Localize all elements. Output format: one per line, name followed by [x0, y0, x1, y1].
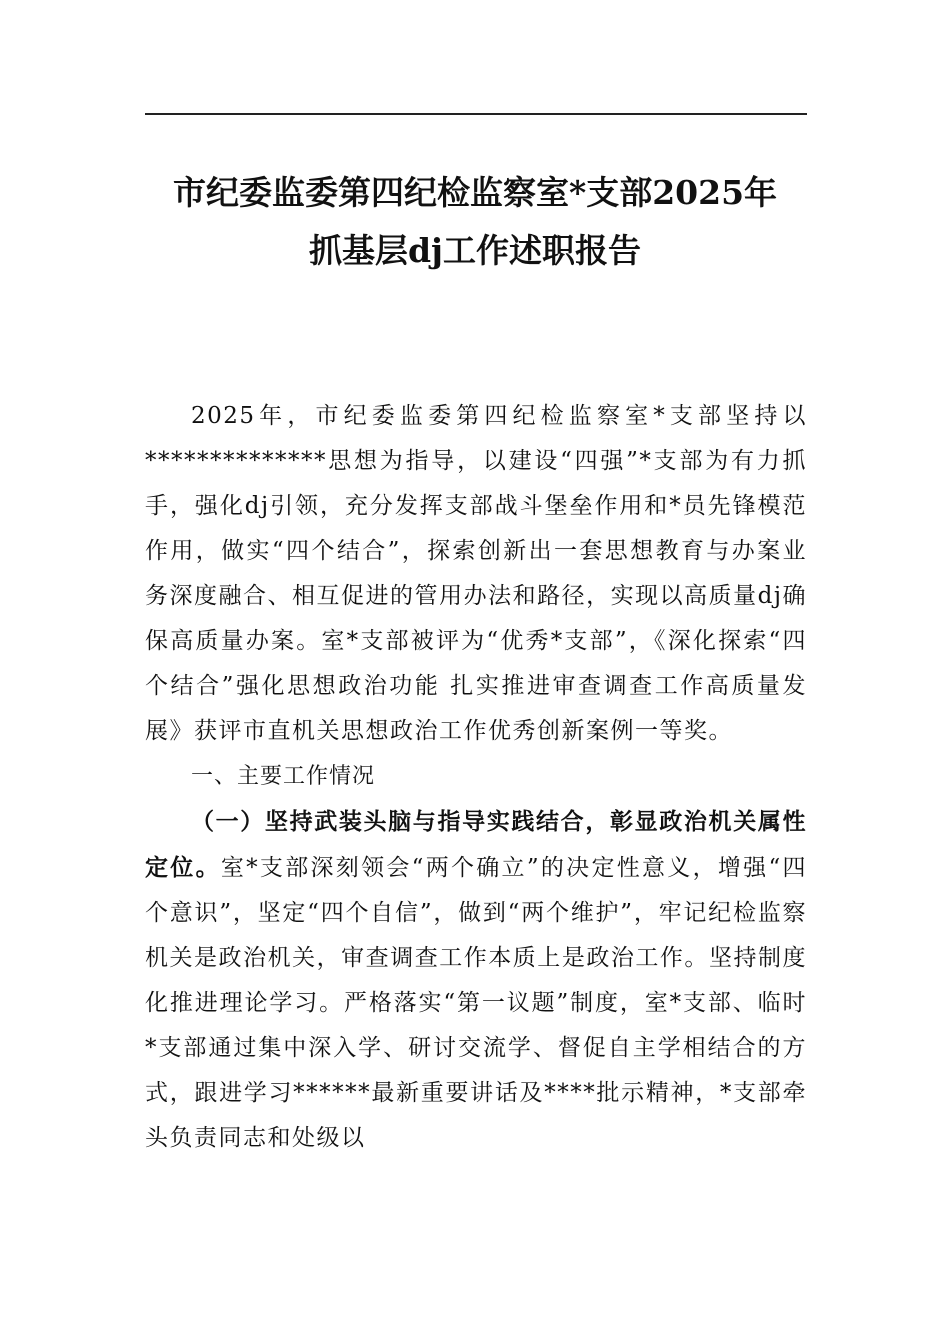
document-body — [145, 394, 807, 1161]
title-line-2: 抓基层dj工作述职报告 — [308, 231, 641, 270]
title-line-1: 市纪委监委第四纪检监察室*支部2025年 — [172, 173, 778, 212]
document-title — [120, 164, 830, 280]
subsection-1-paragraph — [145, 799, 807, 1161]
subsection-1-body: 室*支部深刻领会“两个确立”的决定性意义，增强“四个意识”，坚定“四个自信”，做到“两个维护”，牢记纪检监察机关是政治机关，审查调查工作本质上是政治工作。坚持制度化推进理论学习。严格落实“第一议题”制度，室*支部、临时*支部通过集中深入学、研讨交流学、督促自主学相结合的方式，跟进学习******最新重要讲话及****批示精神，*支部牵头负责同志和处级以 — [145, 855, 807, 1151]
section-heading-1: 一、主要工作情况 — [191, 764, 376, 789]
subsection-1-lead: （一）坚持武装头脑与指导实践结合，彰显政治机关属性定位。 — [145, 808, 807, 881]
intro-paragraph: 2025年，市纪委监委第四纪检监察室*支部坚持以**************思想为指导，以建设“四强”*支部为有力抓手，强化dj引领，充分发挥支部战斗堡垒作用和*员先锋模范作用，做实“四个结合”，探索创新出一套思想教育与办案业务深度融合、相互促进的管用办法和路径，实现以高质量dj确保高质量办案。室*支部被评为“优秀*支部”，《深化探索“四个结合”强化思想政治功能 扎实推进审查调查工作高质量发展》获评市直机关思想政治工作优秀创新案例一等奖。 — [145, 403, 807, 744]
header-rule — [145, 113, 807, 115]
